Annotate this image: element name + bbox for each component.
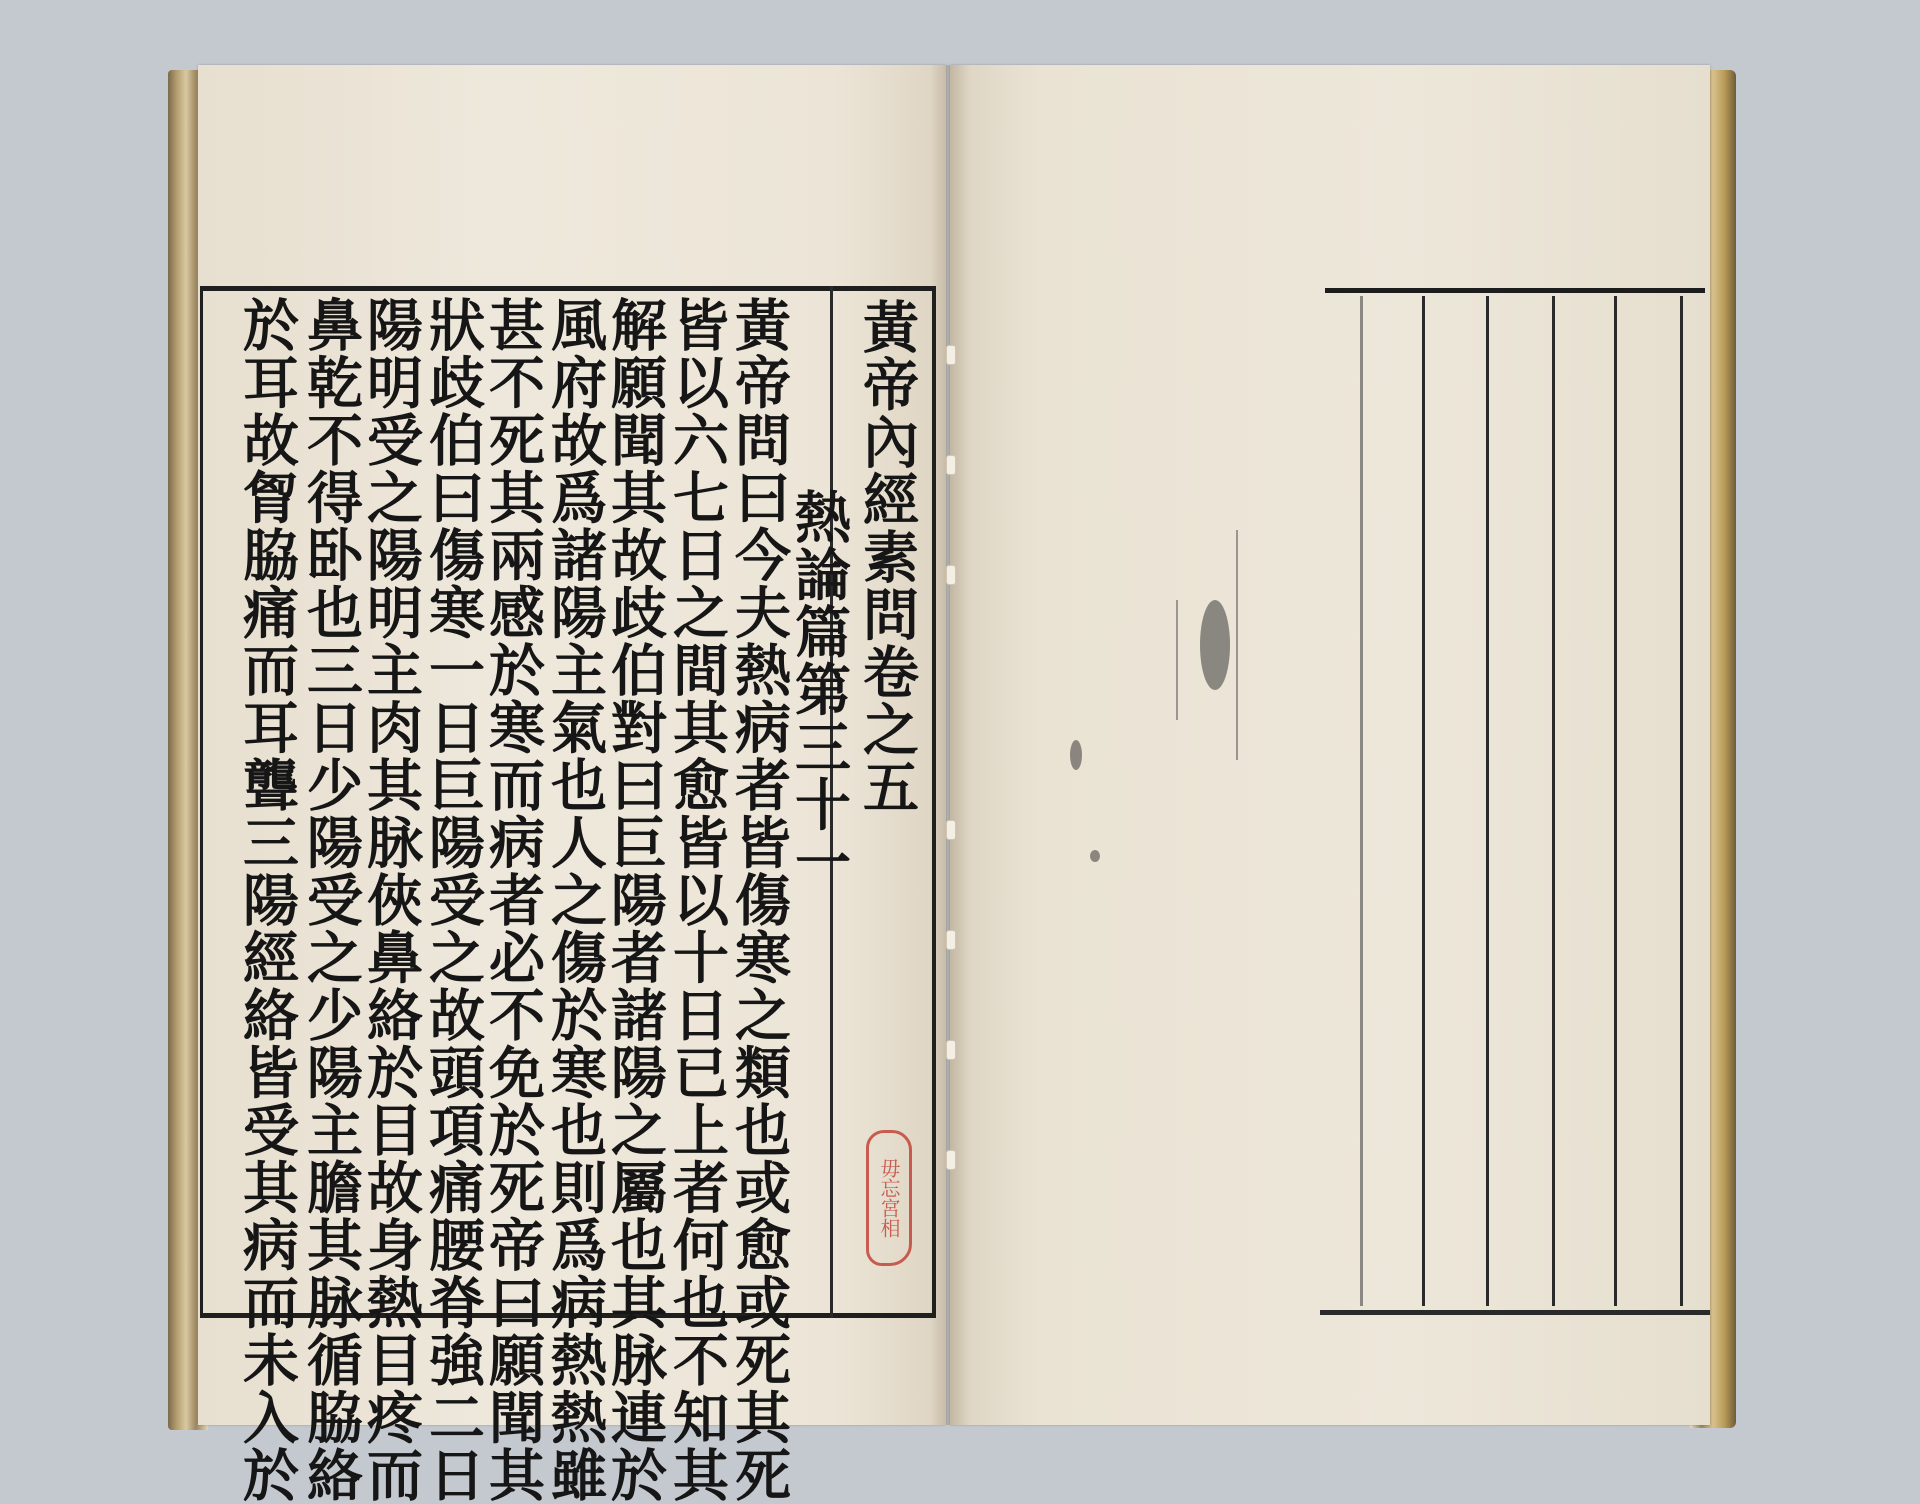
- book-gutter: [930, 65, 970, 1425]
- column-rule: [1680, 296, 1683, 1306]
- collector-seal: 毋忘宮相: [866, 1130, 912, 1266]
- text-column: 解願聞其故歧伯對曰巨陽者諸陽之屬也其脉連於: [602, 296, 668, 1504]
- text-column: 於耳故胷脇痛而耳聾三陽經絡皆受其病而未入於: [234, 296, 300, 1504]
- binding-stitch: [946, 820, 956, 840]
- binding-stitch: [946, 345, 956, 365]
- text-column: 陽明受之陽明主肉其脉俠鼻絡於目故身熱目疼而: [358, 296, 424, 1504]
- section-title: 熱論篇第三十一: [786, 488, 852, 891]
- text-column: 風府故爲諸陽主氣也人之傷於寒也則爲病熱熱雖: [542, 296, 608, 1504]
- binding-stitch: [946, 455, 956, 475]
- binding-stitch: [946, 930, 956, 950]
- show-through-mark: [1236, 530, 1238, 760]
- column-rule: [1486, 296, 1489, 1306]
- frame-top-rule: [1325, 288, 1705, 293]
- show-through-blot: [1070, 740, 1082, 770]
- text-column: 狀歧伯曰傷寒一日巨陽受之故頭項痛腰脊強二日: [420, 296, 486, 1504]
- show-through-blot: [1090, 850, 1100, 862]
- text-column: 鼻乾不得卧也三日少陽受之少陽主膽其脉循脇絡: [298, 296, 364, 1504]
- column-rule: [1422, 296, 1425, 1306]
- column-rule: [1552, 296, 1555, 1306]
- binding-stitch: [946, 1040, 956, 1060]
- binding-stitch: [946, 1150, 956, 1170]
- column-rule: [1614, 296, 1617, 1306]
- show-through-mark: [1176, 600, 1178, 720]
- column-rule: [1360, 296, 1363, 1306]
- show-through-blot: [1200, 600, 1230, 690]
- volume-title: 黃帝內經素問卷之五: [854, 298, 920, 816]
- binding-stitch: [946, 565, 956, 585]
- text-column: 黃帝問曰今夫熱病者皆傷寒之類也或愈或死其死: [726, 296, 792, 1504]
- frame-bottom-rule: [1320, 1310, 1710, 1315]
- text-column: 甚不死其兩感於寒而病者必不免於死帝曰願聞其: [480, 296, 546, 1504]
- text-column: 皆以六七日之間其愈皆以十日已上者何也不知其: [664, 296, 730, 1504]
- right-page: [950, 65, 1710, 1425]
